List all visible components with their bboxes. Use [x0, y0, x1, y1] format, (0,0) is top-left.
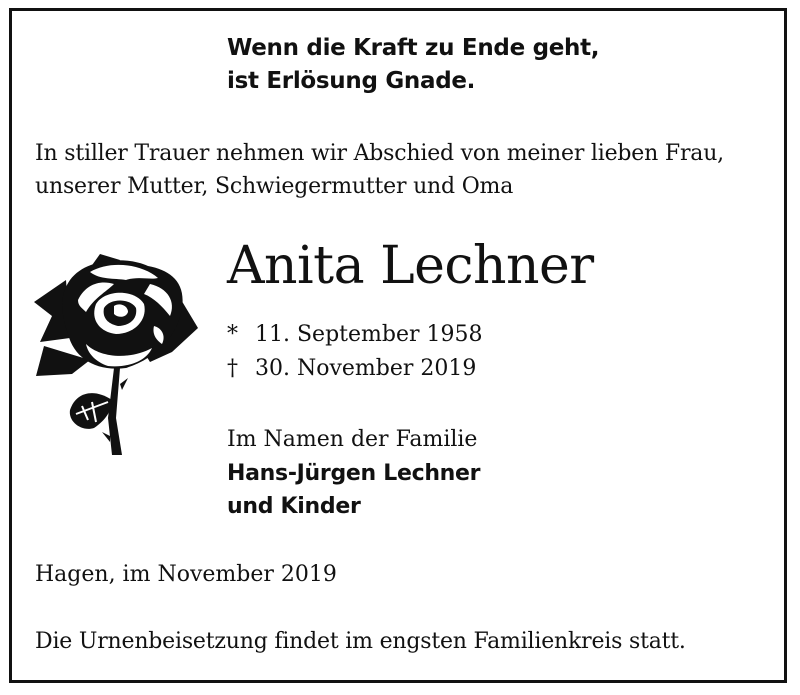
- intro-text: [35, 137, 724, 203]
- deceased-name: Anita Lechner: [227, 236, 594, 296]
- motto-line-2: ist Erlösung Gnade.: [227, 68, 476, 94]
- family-line-2: und Kinder: [227, 494, 361, 519]
- family-line-1: Hans-Jürgen Lechner: [227, 461, 481, 486]
- life-dates: [227, 318, 482, 386]
- birth-date: 11. September 1958: [255, 322, 483, 347]
- birth-symbol: *: [227, 322, 238, 347]
- birth-line: [227, 318, 482, 352]
- place-date: Hagen, im November 2019: [35, 562, 337, 587]
- death-line: [227, 352, 482, 386]
- rose-icon: [30, 250, 200, 460]
- motto: [227, 32, 599, 98]
- funeral-notice: Die Urnenbeisetzung findet im engsten Familienkreis statt.: [35, 629, 686, 654]
- motto-line-1: Wenn die Kraft zu Ende geht,: [227, 35, 600, 61]
- intro-line-1: In stiller Trauer nehmen wir Abschied von meiner lieben Frau,: [35, 141, 724, 166]
- family-intro: Im Namen der Familie: [227, 427, 478, 452]
- death-date: 30. November 2019: [255, 356, 477, 381]
- intro-line-2: unserer Mutter, Schwiegermutter und Oma: [35, 174, 514, 199]
- death-symbol: †: [227, 356, 238, 381]
- family-names: [227, 457, 480, 523]
